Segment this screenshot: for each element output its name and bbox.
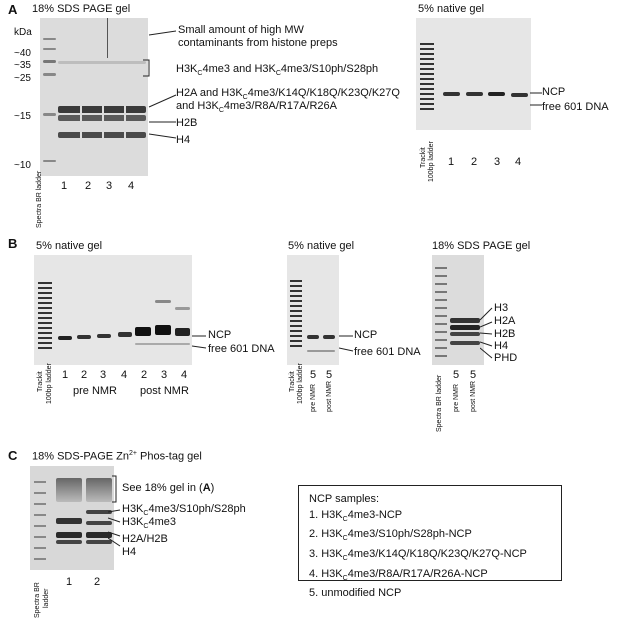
legend-part: 4me3/K14Q/K18Q/K23Q/K27Q-NCP xyxy=(347,547,527,560)
ann-h4: H4 xyxy=(176,134,191,146)
lane-gap xyxy=(80,103,82,143)
see-part: ) xyxy=(210,482,215,494)
ladder-band xyxy=(43,48,56,50)
free-dna-band xyxy=(307,350,335,352)
ncp-band xyxy=(135,327,151,336)
b-g3-leaders xyxy=(480,305,494,361)
ann-contaminants-1: Small amount of high MW xyxy=(178,24,304,36)
native-free-label: free 601 DNA xyxy=(542,101,609,113)
c-lab-3: H2A/H2B xyxy=(122,533,168,545)
c-lab-2 xyxy=(122,516,176,530)
title-part: Phos-tag gel xyxy=(136,450,202,463)
b-g3-lane: 5 xyxy=(453,369,460,381)
h3-band xyxy=(450,318,480,323)
b-g2-100bp: 100bp ladder xyxy=(297,363,304,404)
c-lane-1: 1 xyxy=(66,576,73,588)
b-g3-h2a: H2A xyxy=(494,315,516,327)
panel-a-ladder-label: Spectra BR ladder xyxy=(36,170,43,228)
native-a-lane-1: 1 xyxy=(448,156,455,168)
sub-c: C xyxy=(342,574,348,582)
trackit-ladder xyxy=(420,40,434,110)
h4-band xyxy=(450,341,480,345)
ann-contaminants-2: contaminants from histone preps xyxy=(178,37,338,49)
ncp-band xyxy=(511,93,528,97)
ann-h3-part: 4me3/S10ph/S28ph xyxy=(280,63,379,75)
ladder-band xyxy=(43,60,56,63)
title-sup: 2+ xyxy=(129,450,137,457)
b-g1-trackit: Trackit xyxy=(37,371,44,392)
panel-a-lane-4: 4 xyxy=(128,180,135,192)
ncp-band xyxy=(443,92,460,96)
panel-b-g3-title: 18% SDS PAGE gel xyxy=(432,240,531,252)
ann-h3-part: H3K xyxy=(176,63,198,75)
ann-h2a-line-2 xyxy=(176,100,337,114)
ncp-band xyxy=(155,325,171,335)
panel-b-sds-gel xyxy=(432,255,484,365)
trackit-ladder xyxy=(38,279,52,349)
b-g2-leaders xyxy=(339,333,355,355)
ncp-band xyxy=(97,334,111,338)
b-g3-ladder: Spectra BR ladder xyxy=(436,374,443,432)
ladder-band xyxy=(43,113,56,116)
panel-a-sds-gel xyxy=(40,18,148,176)
ladder-band xyxy=(43,73,56,76)
legend-item xyxy=(309,586,551,602)
free-dna-band xyxy=(135,343,190,345)
marker-35: ~35 xyxy=(14,60,31,71)
legend-part: 2. H3K xyxy=(309,528,343,541)
b-g2-free-label: free 601 DNA xyxy=(354,346,421,358)
b-g1-leaders xyxy=(192,333,208,353)
b-g2-lane: 5 xyxy=(326,369,333,381)
c-lab-4: H4 xyxy=(122,546,137,558)
marker-25: ~25 xyxy=(14,73,31,84)
sub-c: C xyxy=(242,94,248,102)
legend-part: 3. H3K xyxy=(309,547,343,560)
ncp-band xyxy=(466,92,483,96)
sub-c: C xyxy=(218,107,224,115)
ncp-band xyxy=(58,336,72,340)
panel-a-leader-lines xyxy=(140,30,180,150)
aggregate-band xyxy=(175,307,190,310)
b-g1-post-nmr: post NMR xyxy=(140,385,189,397)
ann-h3-part: 4me3 and H3K xyxy=(202,63,276,75)
legend-item xyxy=(309,567,551,587)
panel-b-g1-title: 5% native gel xyxy=(36,240,103,252)
panel-c-letter: C xyxy=(8,448,18,463)
h2a-band xyxy=(450,325,480,330)
h2a-h2b-band xyxy=(56,532,82,538)
native-a-lane-4: 4 xyxy=(515,156,522,168)
legend-item xyxy=(309,547,551,567)
native-ncp-label: NCP xyxy=(542,86,566,98)
sub-c: C xyxy=(342,555,348,563)
b-g2-pre: pre NMR xyxy=(310,383,317,412)
native-a-lane-2: 2 xyxy=(471,156,478,168)
legend-part: 4me3/S10ph/S28ph-NCP xyxy=(347,528,472,541)
legend-part: 5. unmodified NCP xyxy=(309,587,402,600)
ncp-samples-legend xyxy=(298,485,562,600)
b-g2-lane: 5 xyxy=(310,369,317,381)
ann-h2a-part: 4me3/K14Q/K18Q/K23Q/K27Q xyxy=(247,87,400,99)
b-g1-lane: 4 xyxy=(181,369,188,381)
panel-a-native-title: 5% native gel xyxy=(418,3,485,15)
panel-a-lane-3: 3 xyxy=(106,180,113,192)
b-g1-lane: 2 xyxy=(141,369,148,381)
b-g1-free-label: free 601 DNA xyxy=(208,343,275,355)
b-g3-phd: PHD xyxy=(494,352,518,364)
aggregate-band xyxy=(155,300,171,303)
c-lab-part: H3K xyxy=(122,503,144,515)
ncp-band xyxy=(488,92,505,96)
b-g1-lane: 3 xyxy=(100,369,107,381)
panel-c-phos-gel xyxy=(30,466,114,570)
panel-c-title xyxy=(32,450,202,463)
sub-c: C xyxy=(143,523,149,531)
b-g2-ncp-label: NCP xyxy=(354,329,378,341)
b-g3-h3: H3 xyxy=(494,302,509,314)
smear-band xyxy=(56,478,82,502)
ladder-band xyxy=(43,38,56,40)
legend-item xyxy=(309,527,551,547)
ann-h3-line xyxy=(176,63,378,77)
b-g1-lane: 4 xyxy=(121,369,128,381)
lane-gap xyxy=(102,103,104,143)
c-lane-2: 2 xyxy=(94,576,101,588)
trackit-ladder xyxy=(290,277,302,347)
sub-c: C xyxy=(197,70,203,78)
ladder-band xyxy=(43,160,56,162)
panel-b-letter: B xyxy=(8,236,18,251)
legend-part: 4me3/R8A/R17A/R26A-NCP xyxy=(347,567,488,580)
sub-c: C xyxy=(143,510,149,518)
panel-b-g2-title: 5% native gel xyxy=(288,240,355,252)
native-a-trackit: Trackit xyxy=(420,147,427,168)
b-g1-100bp: 100bp ladder xyxy=(46,363,53,404)
lane-gap xyxy=(124,103,126,143)
c-ladder-1: Spectra BR xyxy=(34,582,41,618)
see-part: See 18% gel in ( xyxy=(122,482,203,494)
native-a-100bp: 100bp ladder xyxy=(428,141,435,182)
h2b-band xyxy=(450,332,480,336)
b-g2-post: post NMR xyxy=(326,380,333,412)
ncp-band xyxy=(118,332,132,337)
ncp-band xyxy=(323,335,335,339)
b-g3-pre: pre NMR xyxy=(453,383,460,412)
c-lab-part: 4me3 xyxy=(148,516,176,528)
b-g1-lane: 2 xyxy=(81,369,88,381)
b-g3-h4: H4 xyxy=(494,340,509,352)
panel-a-letter: A xyxy=(8,2,18,17)
legend-part: 4me3-NCP xyxy=(347,508,403,521)
ncp-band xyxy=(307,335,319,339)
ann-h2a-part: H2A and H3K xyxy=(176,87,243,99)
c-see-label xyxy=(122,482,214,494)
kda-label: kDa xyxy=(14,27,32,38)
contaminant-band xyxy=(58,61,146,64)
ladder xyxy=(435,261,447,361)
ann-h2b: H2B xyxy=(176,117,198,129)
panel-a-sds-title: 18% SDS PAGE gel xyxy=(32,3,131,15)
h3-band xyxy=(56,518,82,524)
legend-title: NCP samples: xyxy=(309,493,380,505)
sub-c: C xyxy=(275,70,281,78)
b-g3-h2b: H2B xyxy=(494,328,516,340)
panel-b-native-gel-2 xyxy=(287,255,339,365)
panel-a-lane-2: 2 xyxy=(85,180,92,192)
b-g1-ncp-label: NCP xyxy=(208,329,232,341)
panel-b-native-gel-1 xyxy=(34,255,192,365)
b-g1-lane: 3 xyxy=(161,369,168,381)
c-lab-part: 4me3/S10ph/S28ph xyxy=(148,503,246,515)
marker-10: ~10 xyxy=(14,160,31,171)
marker-15: ~15 xyxy=(14,111,31,122)
c-lab-part: H3K xyxy=(122,516,144,528)
sub-c: C xyxy=(342,515,348,523)
native-a-lane-3: 3 xyxy=(494,156,501,168)
panel-a-native-gel xyxy=(416,18,531,130)
ncp-band xyxy=(77,335,91,339)
b-g2-trackit: Trackit xyxy=(289,371,296,392)
b-g1-lane: 1 xyxy=(62,369,69,381)
b-g1-pre-nmr: pre NMR xyxy=(73,385,118,397)
c-leaders xyxy=(108,474,122,548)
marker-40: ~40 xyxy=(14,48,31,59)
ladder xyxy=(34,472,46,562)
b-g3-post: post NMR xyxy=(470,380,477,412)
ann-h2a-part: and H3K xyxy=(176,100,219,112)
gel-scratch xyxy=(107,18,108,58)
legend-part: 4. H3K xyxy=(309,567,343,580)
h4-band xyxy=(56,540,82,544)
ncp-band xyxy=(175,328,190,336)
legend-item xyxy=(309,508,551,528)
legend-part: 1. H3K xyxy=(309,508,343,521)
title-part: 18% SDS-PAGE Zn xyxy=(32,450,129,463)
ann-h2a-part: 4me3/R8A/R17A/R26A xyxy=(223,100,337,112)
panel-a-lane-1: 1 xyxy=(61,180,68,192)
see-bold: A xyxy=(202,482,211,494)
b-g3-lane: 5 xyxy=(470,369,477,381)
c-ladder-2: ladder xyxy=(43,588,50,608)
sub-c: C xyxy=(342,535,348,543)
native-a-leaders xyxy=(530,90,544,110)
